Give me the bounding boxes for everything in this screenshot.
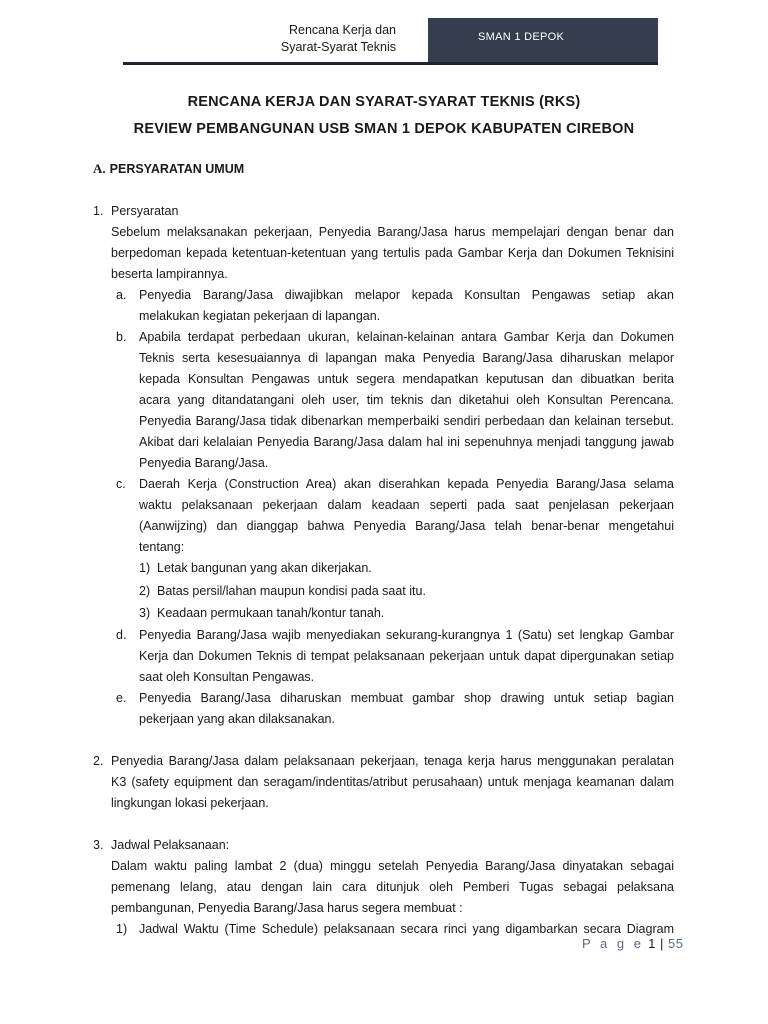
sublist-item: Letak bangunan yang akan dikerjakan. xyxy=(157,561,372,575)
list-item-line: melakukan kegiatan pekerjaan di lapangan. xyxy=(139,309,381,323)
paragraph-line: Dalam waktu paling lambat 2 (dua) minggu setelah Penyedia Barang/Jasa dinyatakan sebagai xyxy=(111,859,674,873)
page-label: P a g e xyxy=(582,936,644,951)
item-number: 1. xyxy=(93,204,104,218)
header-divider xyxy=(123,62,658,65)
item-number: 2. xyxy=(93,754,104,768)
list-item-line: Kerja dan Dokumen Teknis di tempat pelaksanaan pekerjaan untuk dapat dipergunakan setiap xyxy=(139,649,674,663)
page-number: 1 xyxy=(648,936,656,951)
header-school-badge xyxy=(428,18,658,62)
page-total: 55 xyxy=(667,936,684,951)
sublist-item: Batas persil/lahan maupun kondisi pada saat itu. xyxy=(157,584,426,598)
item-heading: Jadwal Pelaksanaan: xyxy=(111,838,230,852)
list-item-line: Penyedia Barang/Jasa diharuskan membuat gambar shop drawing untuk setiap bagian xyxy=(139,691,674,705)
header-title-line1: Rencana Kerja dan xyxy=(288,23,396,37)
list-item-line: (Aanwijzing) dan dianggap bahwa Penyedia Barang/Jasa telah benar-benar mengetahui xyxy=(139,519,674,533)
list-item-line: kepada Konsultan Pengawas untuk segera mendapatkan keputusan dan dibuatkan berita xyxy=(139,372,674,386)
sublist-item: Jadwal Waktu (Time Schedule) pelaksanaan secara rinci yang digambarkan secara Diagram xyxy=(139,922,674,936)
paragraph-line: pembangunan, Penyedia Barang/Jasa harus segera membuat : xyxy=(111,901,463,915)
document-subtitle: REVIEW PEMBANGUNAN USB SMAN 1 DEPOK KABUPATEN CIREBON xyxy=(133,121,635,137)
item-number: 3. xyxy=(93,838,104,852)
page-separator: | xyxy=(659,936,664,951)
sublist-marker: 3) xyxy=(139,606,151,620)
list-item-line: Penyedia Barang/Jasa tidak dibenarkan memperbaiki sendiri perbedaan dan kelainan tersebut. xyxy=(139,414,674,428)
list-item-line: Penyedia Barang/Jasa wajib menyediakan sekurang-kurangnya 1 (Satu) set lengkap Gambar xyxy=(139,628,674,642)
header-school-label: SMAN 1 DEPOK xyxy=(478,31,565,43)
list-item-line: Apabila terdapat perbedaan ukuran, kelainan-kelainan antara Gambar Kerja dan Dokumen xyxy=(139,330,674,344)
list-item-line: pekerjaan yang akan dilaksanakan. xyxy=(139,712,335,726)
list-item-line: Penyedia Barang/Jasa. xyxy=(139,456,269,470)
sublist-marker: 1) xyxy=(139,561,151,575)
paragraph-line: Penyedia Barang/Jasa dalam pelaksanaan pekerjaan, tenaga kerja harus menggunakan peralatan xyxy=(111,754,674,768)
list-marker: a. xyxy=(116,288,127,302)
document-title: RENCANA KERJA DAN SYARAT-SYARAT TEKNIS (RKS) xyxy=(187,94,581,110)
sublist-item: Keadaan permukaan tanah/kontur tanah. xyxy=(157,606,385,620)
list-marker: c. xyxy=(116,477,126,491)
item-heading: Persyaratan xyxy=(111,204,179,218)
page-footer xyxy=(582,936,683,951)
paragraph-line: Sebelum melaksanakan pekerjaan, Penyedia Barang/Jasa harus mempelajari dengan benar dan xyxy=(111,225,674,239)
list-item-line: acara yang ditandatangani oleh user, tim teknis dan diketahui oleh Konsultan Perencana. xyxy=(139,393,674,407)
paragraph-line: lingkungan lokasi pekerjaan. xyxy=(111,796,269,810)
sublist-marker: 1) xyxy=(116,922,128,936)
list-item-line: Akibat dari kelalaian Penyedia Barang/Jasa dalam hal ini sepenuhnya menjadi tanggung jawab xyxy=(139,435,674,449)
paragraph-line: K3 (safety equipment dan seragam/indentitas/atribut perusahaan) untuk menjaga keamanan dalam xyxy=(111,775,674,789)
list-item-line: Daerah Kerja (Construction Area) akan diserahkan kepada Penyedia Barang/Jasa selama xyxy=(139,477,674,491)
sublist-marker: 2) xyxy=(139,584,151,598)
list-item-line: saat oleh Konsultan Pengawas. xyxy=(139,670,315,684)
header-title-line2: Syarat-Syarat Teknis xyxy=(280,40,396,54)
list-item-line: Penyedia Barang/Jasa diwajibkan melapor kepada Konsultan Pengawas setiap akan xyxy=(139,288,674,302)
list-marker: b. xyxy=(116,330,127,344)
list-item-line: Teknis serta kesesuaiannya di lapangan maka Penyedia Barang/Jasa diharuskan melapor xyxy=(139,351,674,365)
list-item-line: tentang: xyxy=(139,540,185,554)
section-heading xyxy=(93,161,244,177)
list-item-line: waktu pelaksanaan pekerjaan dalam keadaan seperti pada saat penjelasan pekerjaan xyxy=(139,498,674,512)
section-letter: A. xyxy=(93,161,106,176)
section-label: PERSYARATAN UMUM xyxy=(109,162,245,176)
header-title xyxy=(123,18,426,64)
list-marker: d. xyxy=(116,628,127,642)
list-marker: e. xyxy=(116,691,127,705)
paragraph-line: pemenang lelang, atau dengan lain cara ditunjuk oleh Pemberi Tugas sebagai pelaksana xyxy=(111,880,674,894)
paragraph-line: beserta lampirannya. xyxy=(111,267,228,281)
paragraph-line: berpedoman kepada ketentuan-ketentuan yang tertulis pada Gambar Kerja dan Dokumen Teknisini xyxy=(111,246,674,260)
